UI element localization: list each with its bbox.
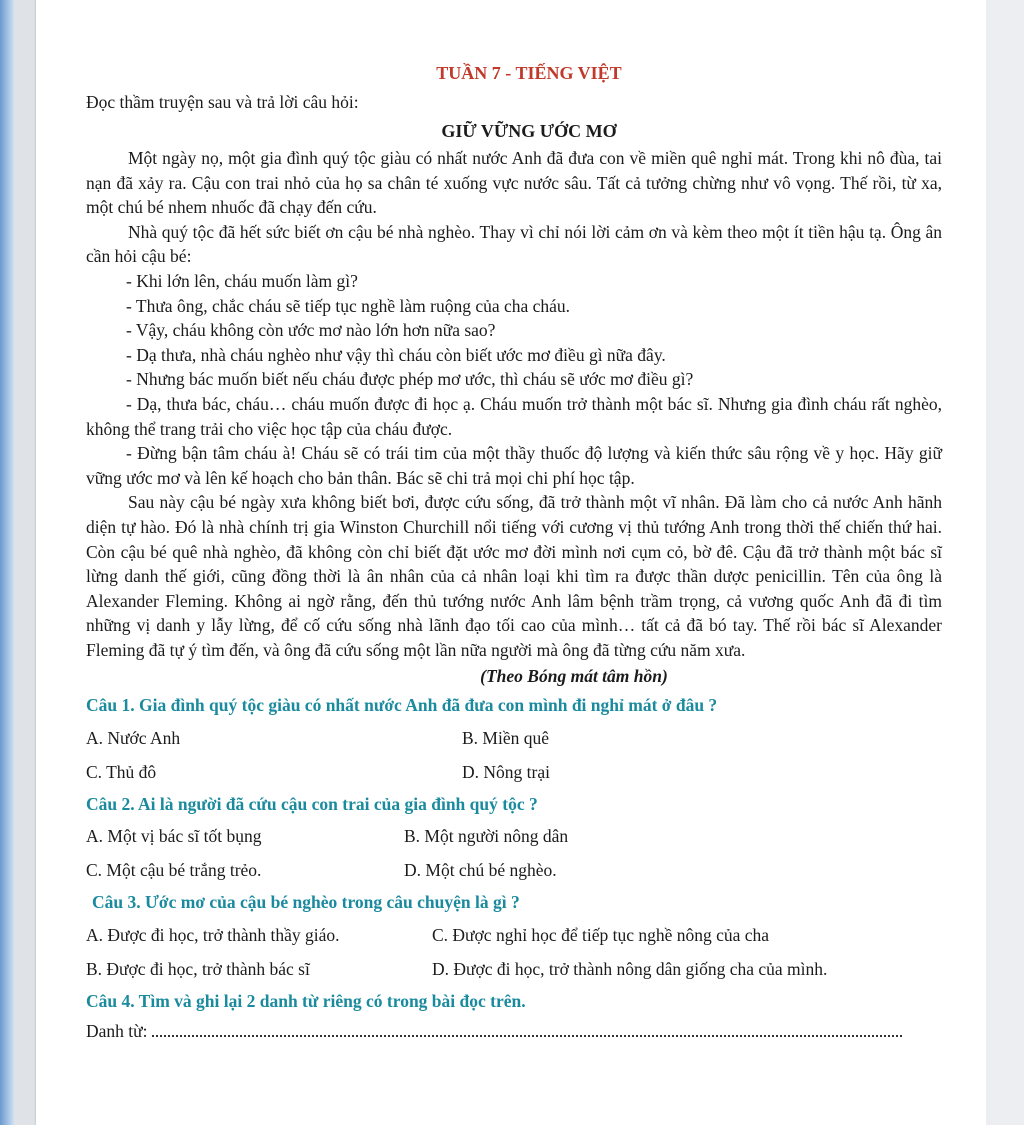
question-3-options-row-2: [86, 955, 942, 983]
question-2: Câu 2. Ai là người đã cứu cậu con trai của gia đình quý tộc ?: [86, 793, 538, 814]
document-content: [86, 58, 942, 1044]
option-a: A. Được đi học, trở thành thầy giáo.: [86, 924, 340, 945]
option-b: B. Một người nông dân: [404, 826, 569, 847]
option-a: A. Nước Anh: [86, 727, 181, 748]
option-a: A. Một vị bác sĩ tốt bụng: [86, 826, 262, 847]
answer-blank[interactable]: [152, 1021, 903, 1037]
instruction-text: Đọc thầm truyện sau và trả lời câu hỏi:: [86, 92, 359, 112]
question-1: Câu 1. Gia đình quý tộc giàu có nhất nước Anh đã đưa con mình đi nghỉ mát ở đâu ?: [86, 695, 718, 716]
question-4: Câu 4. Tìm và ghi lại 2 danh từ riêng có trong bài đọc trên.: [86, 990, 526, 1011]
option-c: C. Được nghỉ học để tiếp tục nghề nông của cha: [432, 924, 770, 945]
answer-label: Danh từ:: [86, 1021, 148, 1042]
dialogue-line: - Khi lớn lên, cháu muốn làm gì?: [126, 270, 358, 291]
dialogue-line: - Thưa ông, chắc cháu sẽ tiếp tục nghề làm ruộng của cha cháu.: [126, 295, 571, 316]
option-d: D. Một chú bé nghèo.: [404, 860, 557, 881]
dialogue-line: - Đừng bận tâm cháu à! Cháu sẽ có trái tim của một thầy thuốc độ lượng và kiến thức sâu rộng về y học. Hãy giữ vững ước mơ và lên kế hoạch cho bản thân. Bác sẽ chi trả mọi chi phí học tập.: [86, 443, 942, 488]
question-2-options-row-2: [86, 856, 942, 884]
question-1-options-row-1: [86, 724, 942, 752]
story-paragraph-3: Sau này cậu bé ngày xưa không biết bơi, được cứu sống, đã trở thành một vĩ nhân. Đã làm cho cả nước Anh hãnh diện tự hào. Đó là nhà chính trị gia Winston Churchill nổi tiếng với cương vị thủ tướng Anh trong thời thế chiến thứ hai. Còn cậu bé quê nhà nghèo, đã không còn chỉ biết đặt ước mơ đời mình nơi cụm cỏ, bờ đê. Cậu đã trở thành một bác sĩ lừng danh thế giới, cũng đồng thời là ân nhân của cả nhân loại khi tìm ra được thần dược penicillin. Tên của ông là Alexander Fleming. Không ai ngờ rằng, đến thủ tướng nước Anh lâm bệnh trầm trọng, cả vương quốc Anh đã đi tìm những vị danh y lẫy lừng, để cố cứu sống nhà lãnh đạo tối cao của mình… tất cả đã bó tay. Thế rồi bác sĩ Alexander Fleming đã tự ý tìm đến, và ông đã cứu sống một lần nữa người mà ông đã từng cứu năm xưa.: [86, 492, 942, 660]
story-title: GIỮ VỮNG ƯỚC MƠ: [441, 121, 617, 141]
question-2-options-row-1: [86, 822, 942, 850]
option-d: D. Được đi học, trở thành nông dân giống cha của mình.: [432, 958, 828, 979]
option-c: C. Một cậu bé trắng trẻo.: [86, 860, 262, 881]
option-c: C. Thủ đô: [86, 761, 157, 782]
window-left-edge: [0, 0, 14, 1125]
question-3: Câu 3. Ước mơ của cậu bé nghèo trong câu chuyện là gì ?: [92, 892, 520, 913]
option-d: D. Nông trại: [462, 761, 550, 782]
dialogue-line: - Dạ, thưa bác, cháu… cháu muốn được đi học ạ. Cháu muốn trở thành một bác sĩ. Nhưng gia đình cháu rất nghèo, không thể trang trải cho việc học tập của cháu được.: [86, 393, 942, 439]
question-3-options-row-1: [86, 921, 942, 949]
option-b: B. Miền quê: [462, 727, 550, 748]
dialogue-line: - Dạ thưa, nhà cháu nghèo như vậy thì cháu còn biết ước mơ điều gì nữa đây.: [126, 344, 666, 365]
question-1-options-row-2: [86, 758, 942, 786]
option-b: B. Được đi học, trở thành bác sĩ: [86, 958, 310, 979]
dialogue-line: - Nhưng bác muốn biết nếu cháu được phép mơ ước, thì cháu sẽ ước mơ điều gì?: [126, 369, 694, 390]
dialogue-line: - Vậy, cháu không còn ước mơ nào lớn hơn nữa sao?: [126, 320, 496, 341]
story-paragraph-2: Nhà quý tộc đã hết sức biết ơn cậu bé nhà nghèo. Thay vì chỉ nói lời cảm ơn và kèm theo một ít tiền hậu tạ. Ông ân cần hỏi cậu bé:: [86, 221, 942, 267]
story-source: (Theo Bóng mát tâm hồn): [480, 666, 668, 687]
window-right-edge: [986, 0, 1024, 1125]
answer-line: [86, 1019, 942, 1044]
page-title: TUẦN 7 - TIẾNG VIỆT: [436, 63, 622, 83]
story-paragraph-1: Một ngày nọ, một gia đình quý tộc giàu có nhất nước Anh đã đưa con về miền quê nghỉ mát. Trong khi nô đùa, tai nạn đã xảy ra. Cậu con trai nhỏ của họ sa chân té xuống vực nước sâu. Tất cả tưởng chừng như vô vọng. Thế rồi, từ xa, một chú bé nhem nhuốc đã chạy đến cứu.: [86, 148, 942, 218]
